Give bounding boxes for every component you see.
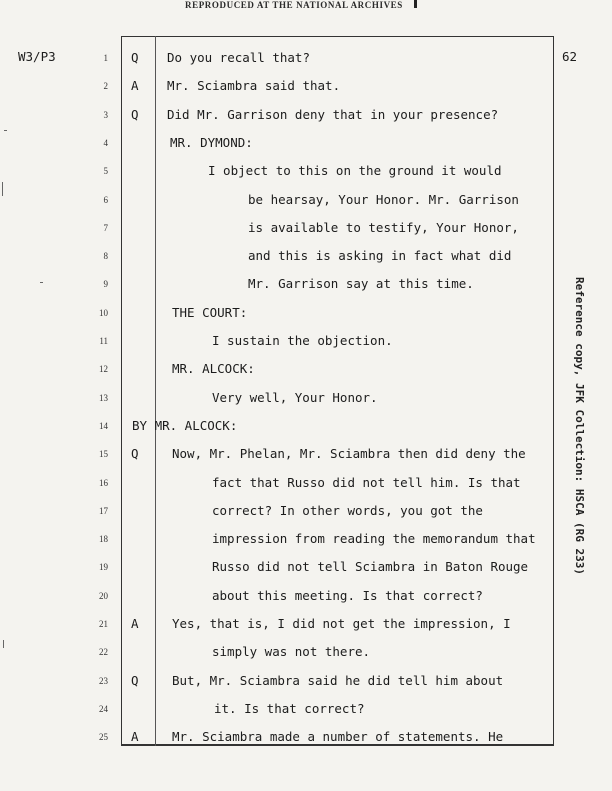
line-number: 9 bbox=[103, 279, 108, 290]
line-text: impression from reading the memorandum that bbox=[212, 531, 536, 547]
line-number: 8 bbox=[103, 251, 108, 262]
witness-page-code: W3/P3 bbox=[18, 49, 56, 64]
line-text: Mr. Garrison say at this time. bbox=[248, 276, 474, 292]
line-number: 13 bbox=[99, 392, 108, 403]
line-text: MR. DYMOND: bbox=[170, 134, 253, 150]
line-number: 19 bbox=[99, 562, 108, 573]
line-number: 5 bbox=[103, 166, 108, 177]
line-number: 22 bbox=[99, 647, 108, 658]
line-text: about this meeting. Is that correct? bbox=[212, 587, 483, 603]
line-text: is available to testify, Your Honor, bbox=[248, 219, 519, 235]
speaker-marker: Q bbox=[131, 106, 139, 122]
line-text: Yes, that is, I did not get the impression, I bbox=[172, 616, 511, 631]
line-number: 6 bbox=[103, 194, 108, 205]
line-text: correct? In other words, you got the bbox=[212, 502, 483, 518]
speaker-marker: A bbox=[131, 78, 139, 94]
line-number: 24 bbox=[99, 703, 108, 714]
line-number: 17 bbox=[99, 505, 108, 516]
scan-speck bbox=[3, 640, 4, 648]
reference-copy-note: Reference copy, JFK Collection: HSCA (RG 233) bbox=[573, 277, 586, 576]
line-text: fact that Russo did not tell him. Is that bbox=[212, 474, 521, 490]
archive-stamp: REPRODUCED AT THE NATIONAL ARCHIVES bbox=[185, 0, 403, 10]
line-text: Now, Mr. Phelan, Mr. Sciambra then did deny the bbox=[172, 446, 526, 462]
line-text: BY MR. ALCOCK: bbox=[132, 417, 238, 433]
line-text: Mr. Sciambra made a number of statements. He bbox=[172, 729, 504, 745]
line-number: 18 bbox=[99, 534, 108, 545]
scan-speck bbox=[2, 182, 3, 196]
line-number: 3 bbox=[103, 109, 108, 120]
line-text: Russo did not tell Sciambra in Baton Rouge bbox=[212, 559, 529, 575]
speaker-marker: A bbox=[131, 616, 139, 631]
line-text: and this is asking in fact what did bbox=[248, 248, 512, 264]
line-number: 2 bbox=[103, 81, 108, 92]
line-text: But, Mr. Sciambra said he did tell him about bbox=[172, 672, 504, 688]
line-number: 16 bbox=[99, 477, 108, 488]
line-text: be hearsay, Your Honor. Mr. Garrison bbox=[248, 191, 519, 207]
line-text: MR. ALCOCK: bbox=[172, 361, 255, 377]
line-number: 20 bbox=[99, 590, 108, 601]
line-number: 21 bbox=[99, 619, 108, 629]
archive-stamp-mark bbox=[414, 0, 417, 8]
line-text: Very well, Your Honor. bbox=[212, 389, 378, 405]
scan-speck bbox=[4, 130, 7, 131]
scan-speck bbox=[40, 282, 43, 283]
speaker-marker: Q bbox=[131, 446, 139, 462]
line-text: I sustain the objection. bbox=[212, 333, 393, 348]
line-number: 1 bbox=[103, 53, 108, 63]
line-number: 23 bbox=[99, 675, 108, 686]
line-text: THE COURT: bbox=[172, 304, 248, 320]
line-number: 12 bbox=[99, 364, 108, 375]
line-text: I object to this on the ground it would bbox=[208, 163, 502, 179]
line-text: Mr. Sciambra said that. bbox=[167, 78, 341, 94]
line-number: 4 bbox=[103, 137, 108, 148]
line-text: it. Is that correct? bbox=[214, 700, 365, 716]
line-number: 25 bbox=[99, 732, 108, 743]
line-number: 14 bbox=[99, 420, 108, 431]
speaker-column-rule bbox=[155, 36, 156, 746]
line-text: Do you recall that? bbox=[167, 50, 310, 65]
speaker-marker: Q bbox=[131, 50, 139, 65]
page-number: 62 bbox=[562, 49, 578, 64]
line-number: 7 bbox=[103, 222, 108, 233]
line-text: simply was not there. bbox=[212, 644, 371, 660]
line-text: Did Mr. Garrison deny that in your presence? bbox=[167, 106, 499, 122]
speaker-marker: Q bbox=[131, 672, 139, 688]
speaker-marker: A bbox=[131, 729, 139, 745]
line-number: 15 bbox=[99, 449, 108, 460]
line-number: 10 bbox=[99, 307, 108, 318]
line-number: 11 bbox=[99, 336, 108, 346]
